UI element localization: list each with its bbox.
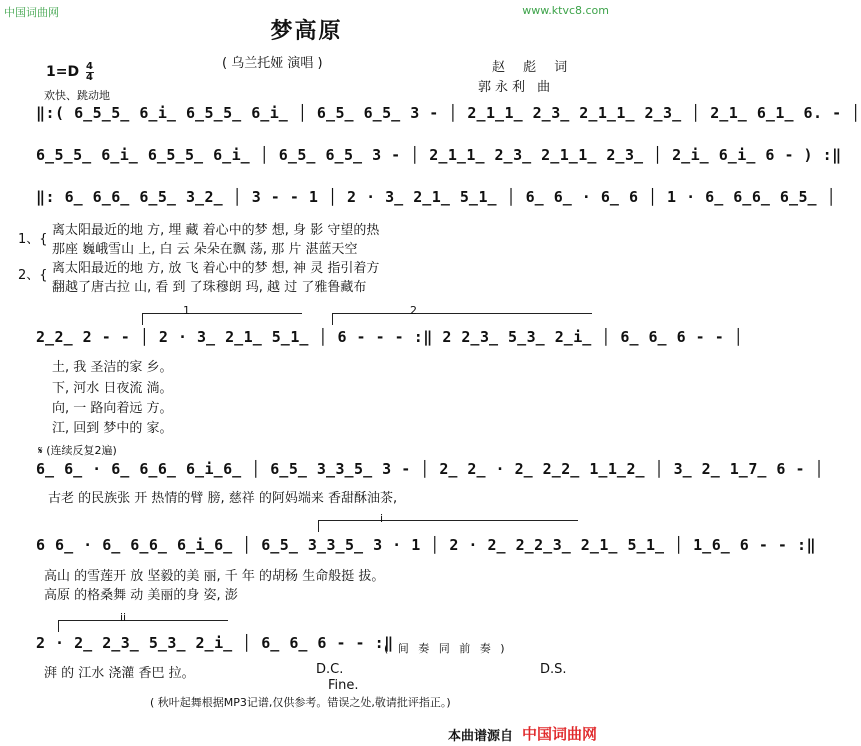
performer-subtitle: ( 乌兰托娅 演唱 ): [222, 56, 323, 71]
watermark-left: 中国词曲网: [4, 6, 59, 19]
watermark-right: www.ktvc8.com: [522, 4, 609, 17]
ending-ii-bracket: [58, 620, 228, 621]
lyric-line-r4d: 江, 回到 梦中的 家。: [52, 421, 173, 436]
lyricist-credit: 赵 彪 词: [492, 60, 575, 75]
lyric-line-r6b: 高原 的格桑舞 动 美丽的身 姿, 澎: [44, 588, 238, 603]
score-row-1: ‖:( 6̲5̲5̲ 6̲i̲ 6̲5̲5̲ 6̲i̲ │ 6̲5̲ 6̲5̲ 3 - │ 2̲1̲1̲ 2̲3̲ 2̲1̲1̲ 2̲3̲ │ 2̲1̲ 6̲1̲ 6. - │: [36, 104, 861, 122]
ending-ii-number: ii: [120, 611, 127, 624]
score-row-2: 6̲5̲5̲ 6̲i̲ 6̲5̲5̲ 6̲i̲ │ 6̲5̲ 6̲5̲ 3 - │ 2̲1̲1̲ 2̲3̲ 2̲1̲1̲ 2̲3̲ │ 2̲i̲ 6̲i̲ 6 - ) :‖: [36, 146, 842, 164]
verse-1-label: 1、{: [18, 232, 48, 247]
lyric-line-r7: 湃 的 江水 浇灌 香巴 拉。: [44, 666, 195, 681]
lyric-line-r4c: 向, 一 路向着远 方。: [52, 401, 173, 416]
score-row-4: 2̲2̲ 2 - - │ 2 · 3̲ 2̲1̲ 5̲1̲ │ 6 - - - :‖ 2 2̲3̲ 5̲3̲ 2̲i̲ │ 6̲ 6̲ 6 - - │: [36, 328, 744, 346]
segno-repeat-note: 𝄋 (连续反复2遍): [38, 444, 117, 457]
score-row-7: 2 · 2̲ 2̲3̲ 5̲3̲ 2̲i̲ │ 6̲ 6̲ 6 - - :‖: [36, 634, 394, 652]
fine-mark: Fine.: [328, 678, 359, 693]
lyric-line-r6a: 高山 的雪莲开 放 坚毅的美 丽, 千 年 的胡杨 生命般挺 拔。: [44, 569, 385, 584]
song-title: 梦高原: [270, 19, 343, 44]
interlude-note: ( 间 奏 同 前 奏 ): [384, 642, 508, 655]
ending-1-bracket-side: [142, 313, 143, 325]
lyric-line-v2b: 翻越了唐古拉 山, 看 到 了珠穆朗 玛, 越 过 了雅鲁藏布: [52, 280, 367, 295]
ending-1-number: 1: [183, 304, 190, 317]
lyric-line-r4b: 下, 河水 日夜流 淌。: [52, 381, 173, 396]
ending-2-bracket: [332, 313, 592, 314]
lyric-line-r4a: 土, 我 圣洁的家 乡。: [52, 360, 173, 375]
site-logo: 中国词曲网: [522, 725, 598, 743]
time-signature-top: 4: [86, 61, 93, 72]
lyric-line-v1b: 那座 巍峨雪山 上, 白 云 朵朵在飘 荡, 那 片 湛蓝天空: [52, 242, 358, 257]
lyric-line-r5: 古老 的民族张 开 热情的臂 膀, 慈祥 的阿妈端来 香甜酥油茶,: [48, 491, 398, 506]
key-signature: 1=D: [46, 64, 80, 80]
score-row-3: ‖: 6̲ 6̲6̲ 6̲5̲ 3̲2̲ │ 3 - - 1 │ 2 · 3̲ 2̲1̲ 5̲1̲ │ 6̲ 6̲ · 6̲ 6 │ 1 · 6̲ 6̲6̲ 6̲5̲ │: [36, 188, 837, 206]
transcription-note: ( 秋叶起舞根据MP3记谱,仅供参考。错误之处,敬请批评指正。): [150, 696, 451, 709]
verse-2-label: 2、{: [18, 268, 48, 283]
score-row-6: 6 6̲ · 6̲ 6̲6̲ 6̲i̲6̲ │ 6̲5̲ 3̲3̲5̲ 3 · 1 │ 2 · 2̲ 2̲2̲3̲ 2̲1̲ 5̲1̲ │ 1̲6̲ 6 - - :‖: [36, 536, 817, 554]
lyric-line-v2a: 离太阳最近的地 方, 放 飞 着心中的梦 想, 神 灵 指引着方: [52, 261, 380, 276]
ending-i-number: i: [380, 512, 384, 525]
ending-i-bracket-side: [318, 520, 319, 532]
ending-ii-bracket-side: [58, 620, 59, 632]
ending-2-number: 2: [410, 304, 417, 317]
lyric-line-v1a: 离太阳最近的地 方, 埋 藏 着心中的梦 想, 身 影 守望的热: [52, 223, 380, 238]
ending-2-bracket-side: [332, 313, 333, 325]
time-signature-bottom: 4: [86, 72, 93, 83]
composer-credit: 郭永利 曲: [478, 80, 555, 95]
score-row-5: 6̲ 6̲ · 6̲ 6̲6̲ 6̲i̲6̲ │ 6̲5̲ 3̲3̲5̲ 3 - │ 2̲ 2̲ · 2̲ 2̲2̲ 1̲1̲2̲ │ 3̲ 2̲ 1̲7̲ 6 - │: [36, 460, 825, 478]
ending-1-bracket: [142, 313, 302, 314]
ds-mark: D.S.: [540, 662, 567, 677]
dc-mark: D.C.: [316, 662, 344, 677]
source-label: 本曲谱源自: [448, 729, 514, 744]
tempo-marking: 欢快、跳动地: [44, 89, 110, 102]
ending-i-bracket: [318, 520, 578, 521]
